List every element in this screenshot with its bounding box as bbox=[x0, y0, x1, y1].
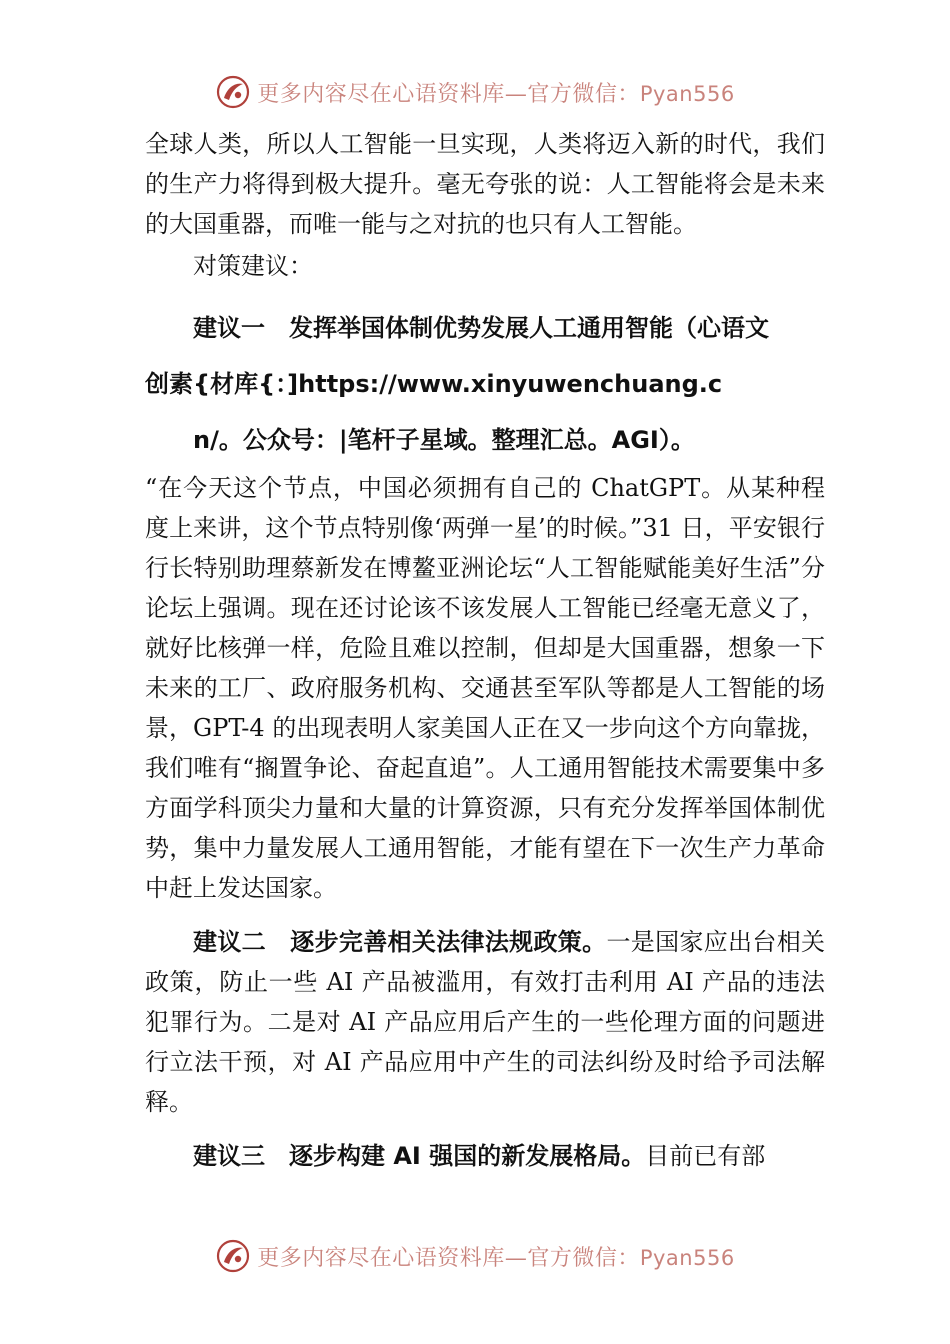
header-banner bbox=[0, 70, 950, 114]
banner-id: Pyan556 bbox=[639, 1245, 735, 1270]
paragraph-suggestion-2 bbox=[145, 922, 825, 1122]
paragraph-suggestion-1: “在今天这个节点，中国必须拥有自己的 ChatGPT。从某种程度上来讲，这个节点特别像‘两弹一星’的时候。”31 日，平安银行行长特别助理蔡新发在博鳌亚洲论坛“人工智能赋能美好生活”分论坛上强调。现在还讨论该不该发展人工智能已经毫无意义了，就好比核弹一样，危险且难以控制，但却是大国重器，想象一下未来的工厂、政府服务机构、交通甚至军队等都是人工智能的场景，GPT-4 的出现表明人家美国人正在又一步向这个方向靠拢，我们唯有“搁置争论、奋起直追”。人工通用智能技术需要集中多方面学科顶尖力量和大量的计算资源，只有充分发挥举国体制优势，集中力量发展人工通用智能，才能有望在下一次生产力革命中赶上发达国家。 bbox=[145, 474, 825, 902]
footer-banner bbox=[0, 1234, 950, 1278]
suggestion-2-body: 一是国家应出台相关政策，防止一些 AI 产品被滥用，有效打击利用 AI 产品的违法犯罪行为。二是对 AI 产品应用后产生的一些伦理方面的问题进行立法干预，对 AI 产品应用中产生的司法纠纷及时给予司法解释。 bbox=[145, 928, 826, 1116]
suggestion-3-heading: 建议三 逐步构建 AI 强国的新发展格局。 bbox=[193, 1142, 646, 1170]
suggestion-1-heading-line-2: 创素{材库{：]https://www.xinyuwenchuang.c bbox=[145, 370, 723, 398]
banner-label: 官方微信： bbox=[527, 1245, 640, 1271]
brand-logo-icon bbox=[215, 1238, 251, 1274]
banner-id: Pyan556 bbox=[639, 81, 735, 106]
banner-separator: — bbox=[504, 1245, 528, 1271]
banner-brand: 更多内容尽在心语资料库 bbox=[257, 1245, 505, 1271]
document-body bbox=[145, 124, 825, 1176]
banner-separator: — bbox=[504, 81, 528, 107]
countermeasures-label: 对策建议： bbox=[193, 252, 313, 280]
suggestion-3-body: 目前已有部 bbox=[645, 1142, 766, 1170]
banner-brand: 更多内容尽在心语资料库 bbox=[257, 81, 505, 107]
banner-text bbox=[257, 1241, 734, 1272]
suggestion-2-heading: 建议二 逐步完善相关法律法规政策。 bbox=[193, 928, 607, 956]
paragraph-intro: 全球人类，所以人工智能一旦实现，人类将迈入新的时代，我们的生产力将得到极大提升。毫无夸张的说：人工智能将会是未来的大国重器，而唯一能与之对抗的也只有人工智能。 bbox=[145, 130, 825, 238]
brand-logo-icon bbox=[215, 74, 251, 110]
paragraph-suggestion-3 bbox=[145, 1136, 825, 1176]
banner-text bbox=[257, 77, 734, 108]
suggestion-1-heading-line-3: n/。公众号：|笔杆子星域。整理汇总。AGI）。 bbox=[193, 426, 695, 454]
banner-label: 官方微信： bbox=[527, 81, 640, 107]
suggestion-1-heading-line-1: 建议一 发挥举国体制优势发展人工通用智能（心语文 bbox=[193, 314, 769, 342]
